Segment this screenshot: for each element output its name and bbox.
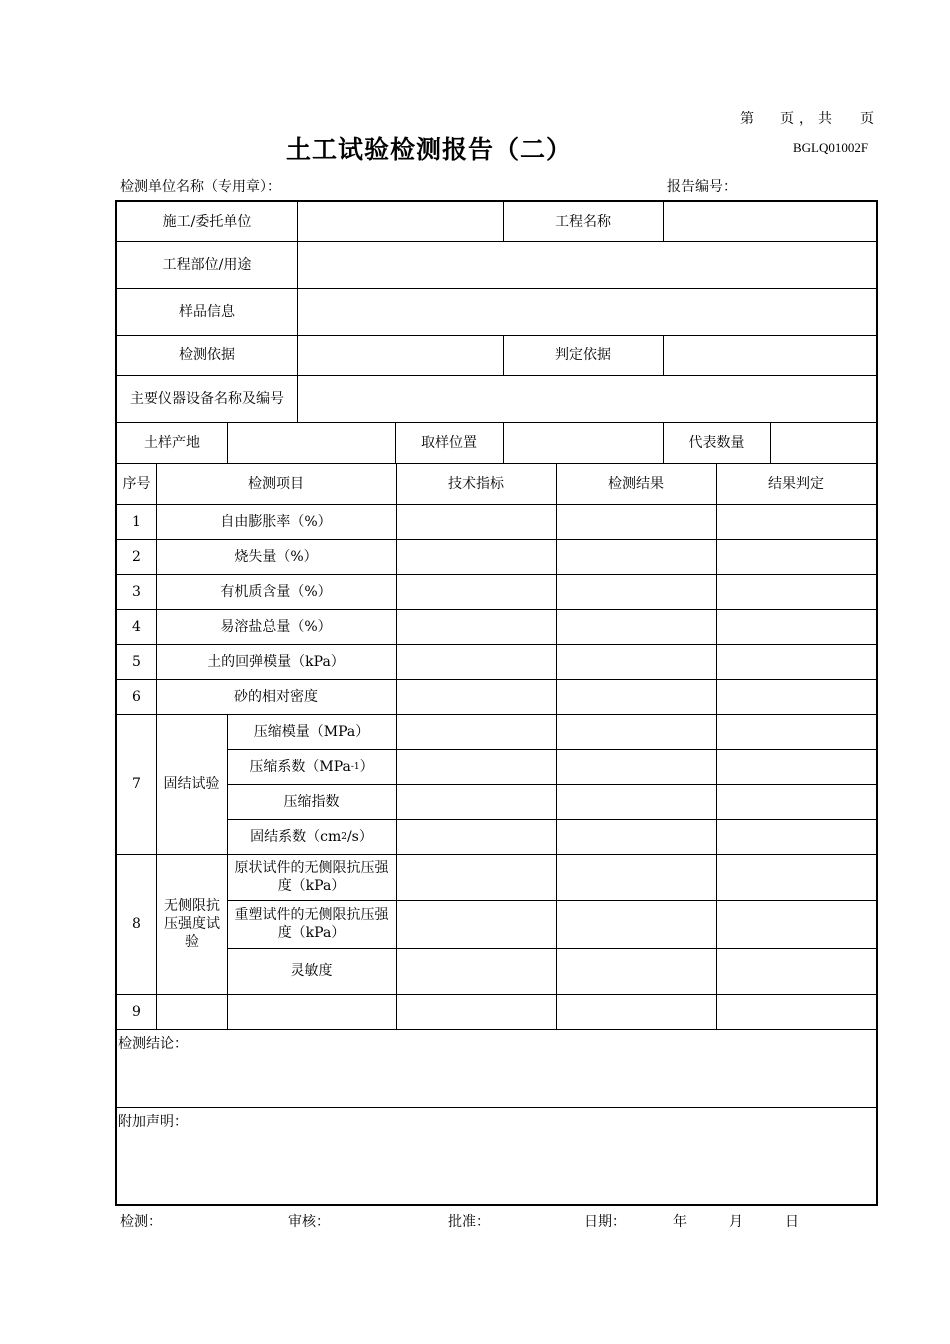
page-title: 土工试验检测报告（二） bbox=[286, 135, 573, 164]
consolidation-coefficient bbox=[227, 819, 396, 854]
soil-origin-label: 土样产地 bbox=[144, 434, 200, 451]
compression-coefficient-post: ） bbox=[359, 758, 374, 775]
header-spec: 技术指标 bbox=[448, 475, 504, 492]
sensitivity: 灵敏度 bbox=[290, 963, 333, 979]
compression-index: 压缩指数 bbox=[283, 793, 340, 810]
row-no: 1 bbox=[132, 513, 141, 530]
compression-modulus: 压缩模量（MPa） bbox=[253, 723, 370, 740]
row-no: 6 bbox=[132, 688, 141, 705]
consolidation-coefficient-post: /s） bbox=[346, 828, 373, 845]
header-no: 序号 bbox=[122, 475, 151, 492]
consolidation-coefficient-pre: 固结系数（cm bbox=[250, 828, 342, 845]
project-name-label: 工程名称 bbox=[555, 213, 611, 230]
client-label: 施工/委托单位 bbox=[162, 213, 252, 230]
row-no: 9 bbox=[132, 1003, 141, 1020]
sample-info-value[interactable] bbox=[298, 288, 876, 335]
form-code: BGLQ01002F bbox=[793, 140, 869, 155]
row-item: 砂的相对密度 bbox=[234, 688, 318, 705]
row-item: 烧失量（%） bbox=[234, 548, 318, 565]
test-basis-value[interactable] bbox=[298, 335, 503, 375]
judge-basis-value[interactable] bbox=[664, 335, 876, 375]
row-no: 7 bbox=[132, 776, 141, 792]
notes-label: 附加声明： bbox=[118, 1114, 188, 1130]
page-label-b: 页，共 bbox=[780, 111, 837, 127]
header-item: 检测项目 bbox=[248, 475, 304, 492]
compression-coefficient-pre: 压缩系数（MPa bbox=[249, 758, 351, 775]
quantity-value[interactable] bbox=[771, 422, 876, 463]
judge-basis-label: 判定依据 bbox=[555, 347, 611, 363]
sampling-position-value[interactable] bbox=[504, 422, 663, 463]
unconfined-test-label: 无侧限抗压强度试验 bbox=[164, 898, 220, 950]
header-result: 检测结果 bbox=[608, 475, 664, 492]
client-value[interactable] bbox=[298, 202, 503, 241]
day-label: 日 bbox=[785, 1214, 799, 1230]
row-no: 3 bbox=[132, 583, 141, 600]
month-label: 月 bbox=[729, 1214, 743, 1230]
project-location-label: 工程部位/用途 bbox=[162, 256, 252, 273]
soil-origin-value[interactable] bbox=[228, 422, 395, 463]
consolidation-test-label: 固结试验 bbox=[163, 776, 220, 792]
page-label-a: 第 bbox=[740, 111, 754, 127]
report-number-label: 报告编号： bbox=[667, 179, 737, 195]
test-basis-label: 检测依据 bbox=[179, 347, 235, 363]
conclusion-label: 检测结论： bbox=[118, 1036, 188, 1052]
row-no: 2 bbox=[132, 548, 141, 565]
page-label-c: 页 bbox=[860, 111, 874, 127]
row-item: 有机质含量（%） bbox=[220, 583, 332, 600]
undisturbed-strength: 原状试件的无侧限抗压强度（kPa） bbox=[234, 860, 389, 894]
row-item: 土的回弹模量（kPa） bbox=[207, 653, 345, 670]
date-label: 日期： bbox=[584, 1214, 626, 1230]
testing-unit-label: 检测单位名称（专用章）： bbox=[120, 179, 281, 195]
compression-coefficient bbox=[227, 749, 396, 784]
approver-label: 批准： bbox=[448, 1214, 490, 1230]
quantity-label: 代表数量 bbox=[688, 434, 745, 451]
row-no: 8 bbox=[132, 916, 141, 932]
sampling-position-label: 取样位置 bbox=[421, 434, 477, 451]
equipment-value[interactable] bbox=[298, 375, 876, 422]
project-name-value[interactable] bbox=[664, 202, 876, 241]
row-item: 自由膨胀率（%） bbox=[220, 513, 332, 530]
reviewer-label: 审核： bbox=[288, 1214, 330, 1230]
year-label: 年 bbox=[673, 1214, 687, 1230]
row-no: 4 bbox=[132, 618, 141, 635]
project-location-value[interactable] bbox=[298, 241, 876, 288]
row-item: 易溶盐总量（%） bbox=[220, 618, 332, 635]
remolded-strength: 重塑试件的无侧限抗压强度（kPa） bbox=[234, 907, 389, 941]
tester-label: 检测： bbox=[120, 1214, 162, 1230]
report-form bbox=[115, 200, 878, 1206]
consolidation-coefficient-sup: 2 bbox=[341, 831, 347, 842]
sample-info-label: 样品信息 bbox=[179, 303, 235, 320]
row-no: 5 bbox=[132, 653, 141, 670]
equipment-label: 主要仪器设备名称及编号 bbox=[130, 390, 284, 407]
compression-coefficient-sup: -1 bbox=[350, 761, 360, 772]
header-judgement: 结果判定 bbox=[768, 475, 824, 492]
